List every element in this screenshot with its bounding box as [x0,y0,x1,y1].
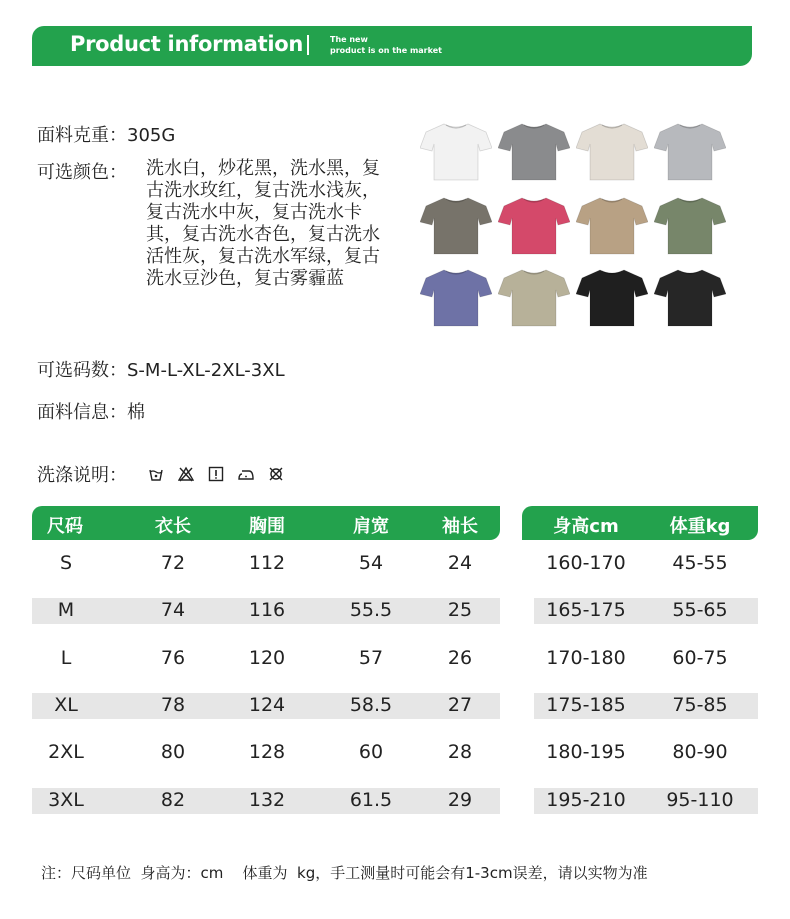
size-header: 尺码 [47,516,83,537]
wash-label: 洗涤说明： [37,465,127,486]
length-cell: 82 [160,789,186,811]
shoulder-cell: 57 [358,647,384,669]
height-range-cell: 195-210 [546,789,626,811]
sleeve-cell: 24 [447,552,473,574]
sleeve-cell: 29 [447,789,473,811]
available-sizes-label: 可选码数： [37,360,127,381]
banner-subtitle-line1: The new [330,35,368,44]
chest-cell: 132 [248,789,286,811]
height-header: 身高cm [553,516,619,537]
size-cell: L [60,647,72,669]
height-range-cell: 180-195 [546,741,626,763]
tshirt-swatch [654,194,726,256]
length-cell: 80 [160,741,186,763]
tshirt-swatch [498,266,570,328]
size-cell: S [59,552,73,574]
color-swatch-grid [418,120,728,330]
shoulder-cell: 54 [358,552,384,574]
no-bleach-icon [178,466,194,482]
fit-table-header [522,506,758,540]
tshirt-swatch [576,266,648,328]
colors-label: 可选颜色： [37,162,127,183]
chest-cell: 120 [248,647,286,669]
weight-header: 体重kg [669,516,731,537]
tshirt-swatch [654,266,726,328]
sleeve-cell: 25 [447,599,473,621]
measurement-note: 注：尺码单位 身高为：cm 体重为 kg，手工测量时可能会有1-3cm误差，请以实物为准 [41,864,648,882]
tshirt-swatch [498,120,570,182]
tumble-dry-icon [208,466,224,482]
banner-divider [307,35,309,55]
tshirt-swatch [654,120,726,182]
chest-cell: 124 [248,694,286,716]
banner-subtitle [330,34,442,56]
tshirt-swatch [420,194,492,256]
iron-icon [238,466,254,482]
sleeve-cell: 28 [447,741,473,763]
wash-tub-icon [148,466,164,482]
colors-value: 洗水白，炒花黑，洗水黑，复古洗水玫红，复古洗水浅灰，复古洗水中灰，复古洗水卡其，复古洗水杏色，复古洗水活性灰，复古洗水军绿，复古洗水豆沙色，复古雾霾蓝 [146,158,380,289]
weight-range-cell: 55-65 [672,599,728,621]
fabric-weight-label: 面料克重： [37,125,127,146]
height-range-cell: 175-185 [546,694,626,716]
size-table-header [32,506,500,540]
length-cell: 74 [160,599,186,621]
weight-range-cell: 45-55 [672,552,728,574]
shoulder-cell: 58.5 [349,694,393,716]
weight-range-cell: 95-110 [666,789,734,811]
tshirt-swatch [420,266,492,328]
tshirt-swatch [576,194,648,256]
chest-cell: 112 [248,552,286,574]
fabric-weight [37,121,175,147]
chest-header: 胸围 [249,516,285,537]
size-cell: M [57,599,75,621]
weight-range-cell: 75-85 [672,694,728,716]
sleeve-cell: 27 [447,694,473,716]
length-cell: 76 [160,647,186,669]
length-cell: 78 [160,694,186,716]
fabric-info-label: 面料信息： [37,402,127,423]
height-range-cell: 170-180 [546,647,626,669]
length-cell: 72 [160,552,186,574]
banner-title: Product information [70,32,303,56]
size-cell: 3XL [48,789,84,811]
size-cell: XL [54,694,78,716]
size-cell: 2XL [48,741,84,763]
banner-subtitle-line2: product is on the market [330,46,442,55]
weight-range-cell: 80-90 [672,741,728,763]
shoulder-cell: 60 [358,741,384,763]
shoulder-header: 肩宽 [353,516,389,537]
header-banner [32,26,752,66]
tshirt-swatch [498,194,570,256]
wash-icons [148,466,284,482]
fabric-info [37,398,145,424]
sleeve-cell: 26 [447,647,473,669]
no-dry-clean-icon [268,466,284,482]
weight-range-cell: 60-75 [672,647,728,669]
length-header: 衣长 [155,516,191,537]
tshirt-swatch [576,120,648,182]
chest-cell: 128 [248,741,286,763]
chest-cell: 116 [248,599,286,621]
available-sizes-value: S-M-L-XL-2XL-3XL [127,360,285,381]
tshirt-swatch [420,120,492,182]
sleeve-header: 袖长 [442,516,478,537]
shoulder-cell: 55.5 [349,599,393,621]
height-range-cell: 165-175 [546,599,626,621]
height-range-cell: 160-170 [546,552,626,574]
fabric-weight-value: 305G [127,125,176,146]
fabric-info-value: 棉 [127,402,145,423]
shoulder-cell: 61.5 [349,789,393,811]
available-sizes [37,356,285,382]
